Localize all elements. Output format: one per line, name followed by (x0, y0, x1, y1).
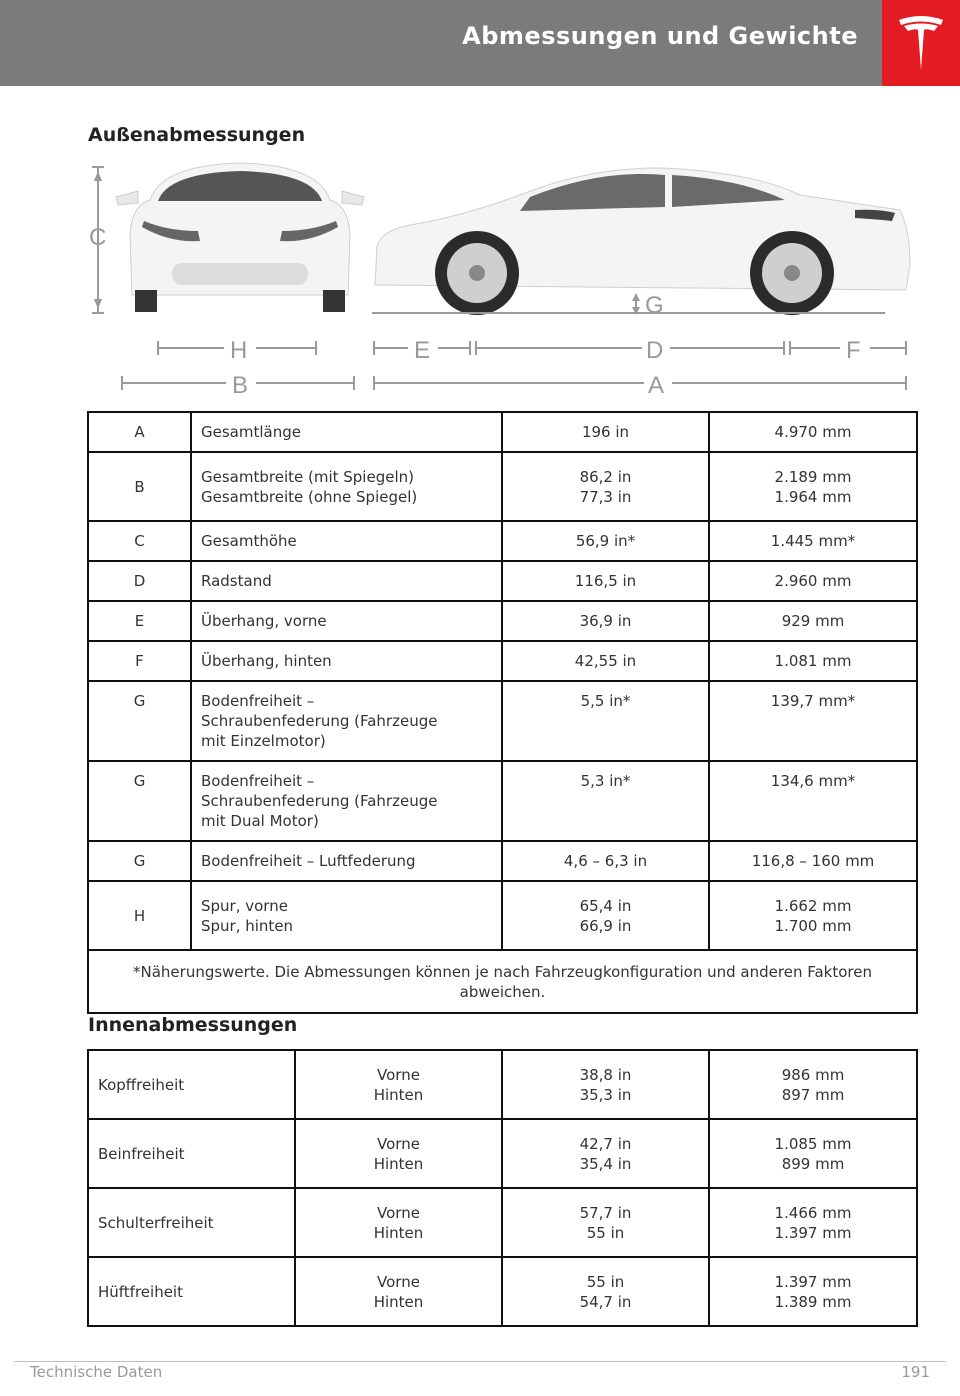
value-millimeters (709, 1188, 917, 1257)
value-millimeters (709, 681, 917, 761)
value-millimeters-line: 986 mm (781, 1065, 845, 1084)
table-row (88, 452, 917, 521)
value-inches-line: 35,3 in (579, 1085, 632, 1104)
value-inches-line: 77,3 in (579, 487, 632, 506)
dimension-description-line: Schraubenfederung (Fahrzeuge (201, 792, 438, 810)
value-inches (502, 561, 709, 601)
table-row (88, 761, 917, 841)
dimension-description-line: Gesamthöhe (201, 532, 297, 550)
table-row (88, 1119, 917, 1188)
dimension-description (191, 681, 502, 761)
value-inches-line: 116,5 in (574, 572, 637, 590)
table-row (88, 1257, 917, 1326)
value-inches (502, 681, 709, 761)
interior-dimensions-table (87, 1049, 918, 1327)
table-row (88, 1188, 917, 1257)
interior-heading: Innenabmessungen (88, 1014, 298, 1036)
interior-measure-label: Schulterfreiheit (88, 1188, 295, 1257)
page-number: 191 (901, 1363, 930, 1381)
dimension-key: G (88, 681, 191, 761)
value-inches-line: 5,5 in* (580, 692, 631, 710)
value-millimeters-line: 1.397 mm (774, 1272, 852, 1291)
exterior-dimensions-table (87, 411, 918, 1014)
page-title: Abmessungen und Gewichte (462, 22, 858, 50)
value-inches-line: 65,4 in (579, 896, 632, 915)
seat-position-line: Hinten (373, 1292, 424, 1311)
value-inches (502, 1119, 709, 1188)
value-inches-line: 86,2 in (579, 467, 632, 486)
dimension-description-line: Bodenfreiheit – (201, 692, 315, 710)
value-inches-line: 57,7 in (579, 1203, 632, 1222)
dimension-key: C (88, 521, 191, 561)
value-millimeters-line: 1.081 mm (774, 652, 852, 670)
dimension-key: F (88, 641, 191, 681)
value-millimeters-line: 4.970 mm (774, 423, 852, 441)
dimension-description (191, 412, 502, 452)
dimension-description-line: Spur, hinten (201, 916, 294, 935)
dimension-key: E (88, 601, 191, 641)
dimension-description-line: Bodenfreiheit – Luftfederung (201, 852, 416, 870)
dimension-description (191, 881, 502, 950)
value-millimeters-line: 1.445 mm* (770, 532, 856, 550)
label-a: A (648, 372, 665, 399)
value-inches (502, 841, 709, 881)
value-inches-line: 36,9 in (579, 612, 632, 630)
dimension-description-line: mit Einzelmotor) (201, 732, 326, 750)
value-inches (502, 412, 709, 452)
value-inches-line: 196 in (581, 423, 630, 441)
seat-position-line: Hinten (373, 1154, 424, 1173)
value-millimeters-line: 1.389 mm (774, 1292, 852, 1311)
interior-measure-label: Kopffreiheit (88, 1050, 295, 1119)
value-millimeters (709, 761, 917, 841)
seat-position-line: Hinten (373, 1223, 424, 1242)
value-inches (502, 601, 709, 641)
value-inches-line: 55 in (586, 1272, 625, 1291)
exterior-heading: Außenabmessungen (88, 124, 306, 146)
label-h: H (230, 337, 248, 364)
value-millimeters (709, 641, 917, 681)
value-millimeters-line: 897 mm (781, 1085, 845, 1104)
label-c: C (89, 224, 107, 251)
value-inches-line: 42,7 in (579, 1134, 632, 1153)
dimension-key: H (88, 881, 191, 950)
value-millimeters-line: 1.466 mm (774, 1203, 852, 1222)
value-millimeters (709, 1119, 917, 1188)
label-d: D (646, 337, 664, 364)
dimension-key: A (88, 412, 191, 452)
value-millimeters-line: 899 mm (781, 1154, 845, 1173)
value-millimeters (709, 1050, 917, 1119)
value-millimeters-line: 1.662 mm (774, 896, 852, 915)
dimension-description (191, 601, 502, 641)
dimension-description-line: Schraubenfederung (Fahrzeuge (201, 712, 438, 730)
dimension-description-line: Radstand (201, 572, 272, 590)
value-inches-line: 55 in (586, 1223, 625, 1242)
value-millimeters-line: 929 mm (781, 612, 845, 630)
value-millimeters-line: 1.964 mm (774, 487, 852, 506)
brand-logo (882, 0, 960, 86)
footer-section: Technische Daten (30, 1363, 163, 1381)
dimension-description-line: Gesamtbreite (mit Spiegeln) (201, 467, 414, 486)
interior-measure-label: Beinfreiheit (88, 1119, 295, 1188)
value-millimeters-line: 1.700 mm (774, 916, 852, 935)
interior-measure-label: Hüftfreiheit (88, 1257, 295, 1326)
table-row (88, 841, 917, 881)
label-f: F (846, 337, 861, 364)
value-inches-line: 5,3 in* (580, 772, 631, 790)
value-inches (502, 1050, 709, 1119)
value-millimeters (709, 601, 917, 641)
dimension-description (191, 641, 502, 681)
value-inches (502, 761, 709, 841)
value-inches (502, 881, 709, 950)
seat-position-line: Hinten (373, 1085, 424, 1104)
table-row (88, 561, 917, 601)
value-inches-line: 54,7 in (579, 1292, 632, 1311)
dimension-key: D (88, 561, 191, 601)
seat-position-line: Vorne (377, 1272, 420, 1291)
label-b: B (232, 372, 249, 399)
seat-position (295, 1119, 502, 1188)
footnote-row (88, 950, 917, 1013)
dimension-description (191, 561, 502, 601)
dimension-description (191, 841, 502, 881)
dimension-description-line: mit Dual Motor) (201, 812, 319, 830)
dimension-description-line: Gesamtlänge (201, 423, 301, 441)
label-g: G (645, 292, 664, 319)
value-millimeters (709, 881, 917, 950)
value-inches (502, 1188, 709, 1257)
dimension-description-line: Spur, vorne (201, 896, 288, 915)
dimension-description (191, 452, 502, 521)
value-inches-line: 4,6 – 6,3 in (563, 852, 648, 870)
value-millimeters (709, 452, 917, 521)
value-millimeters-line: 1.397 mm (774, 1223, 852, 1242)
value-millimeters-line: 134,6 mm* (770, 772, 856, 790)
value-inches (502, 452, 709, 521)
value-inches (502, 1257, 709, 1326)
footnote: *Näherungswerte. Die Abmessungen können je nach Fahrzeugkonfiguration und anderen Faktoren abweichen. (88, 950, 917, 1013)
table-row (88, 601, 917, 641)
value-millimeters-line: 1.085 mm (774, 1134, 852, 1153)
value-millimeters (709, 561, 917, 601)
dimension-description (191, 521, 502, 561)
tesla-logo-icon (896, 14, 946, 72)
table-row (88, 521, 917, 561)
value-inches (502, 641, 709, 681)
value-millimeters (709, 521, 917, 561)
dimension-description (191, 761, 502, 841)
value-millimeters (709, 841, 917, 881)
seat-position-line: Vorne (377, 1065, 420, 1084)
table-row (88, 641, 917, 681)
seat-position-line: Vorne (377, 1203, 420, 1222)
value-millimeters-line: 2.189 mm (774, 467, 852, 486)
dimension-key: G (88, 841, 191, 881)
value-inches (502, 521, 709, 561)
seat-position-line: Vorne (377, 1134, 420, 1153)
table-row (88, 412, 917, 452)
value-millimeters-line: 116,8 – 160 mm (751, 852, 875, 870)
page-header (0, 0, 960, 86)
value-millimeters (709, 1257, 917, 1326)
table-row (88, 1050, 917, 1119)
dimension-key: G (88, 761, 191, 841)
car-side-view (375, 168, 910, 315)
table-row (88, 681, 917, 761)
table-row (88, 881, 917, 950)
seat-position (295, 1050, 502, 1119)
value-inches-line: 66,9 in (579, 916, 632, 935)
dimension-description-line: Überhang, vorne (201, 612, 327, 630)
seat-position (295, 1257, 502, 1326)
value-inches-line: 35,4 in (579, 1154, 632, 1173)
dimension-key: B (88, 452, 191, 521)
value-millimeters-line: 2.960 mm (774, 572, 852, 590)
dimension-description-line: Bodenfreiheit – (201, 772, 315, 790)
dimension-description-line: Gesamtbreite (ohne Spiegel) (201, 487, 418, 506)
car-dimension-figure (80, 155, 920, 405)
value-millimeters-line: 139,7 mm* (770, 692, 856, 710)
car-front-view (116, 163, 364, 312)
label-e: E (414, 337, 431, 364)
footer-divider (14, 1361, 946, 1362)
dimension-description-line: Überhang, hinten (201, 652, 332, 670)
value-inches-line: 56,9 in* (575, 532, 636, 550)
value-millimeters (709, 412, 917, 452)
seat-position (295, 1188, 502, 1257)
value-inches-line: 38,8 in (579, 1065, 632, 1084)
value-inches-line: 42,55 in (574, 652, 637, 670)
